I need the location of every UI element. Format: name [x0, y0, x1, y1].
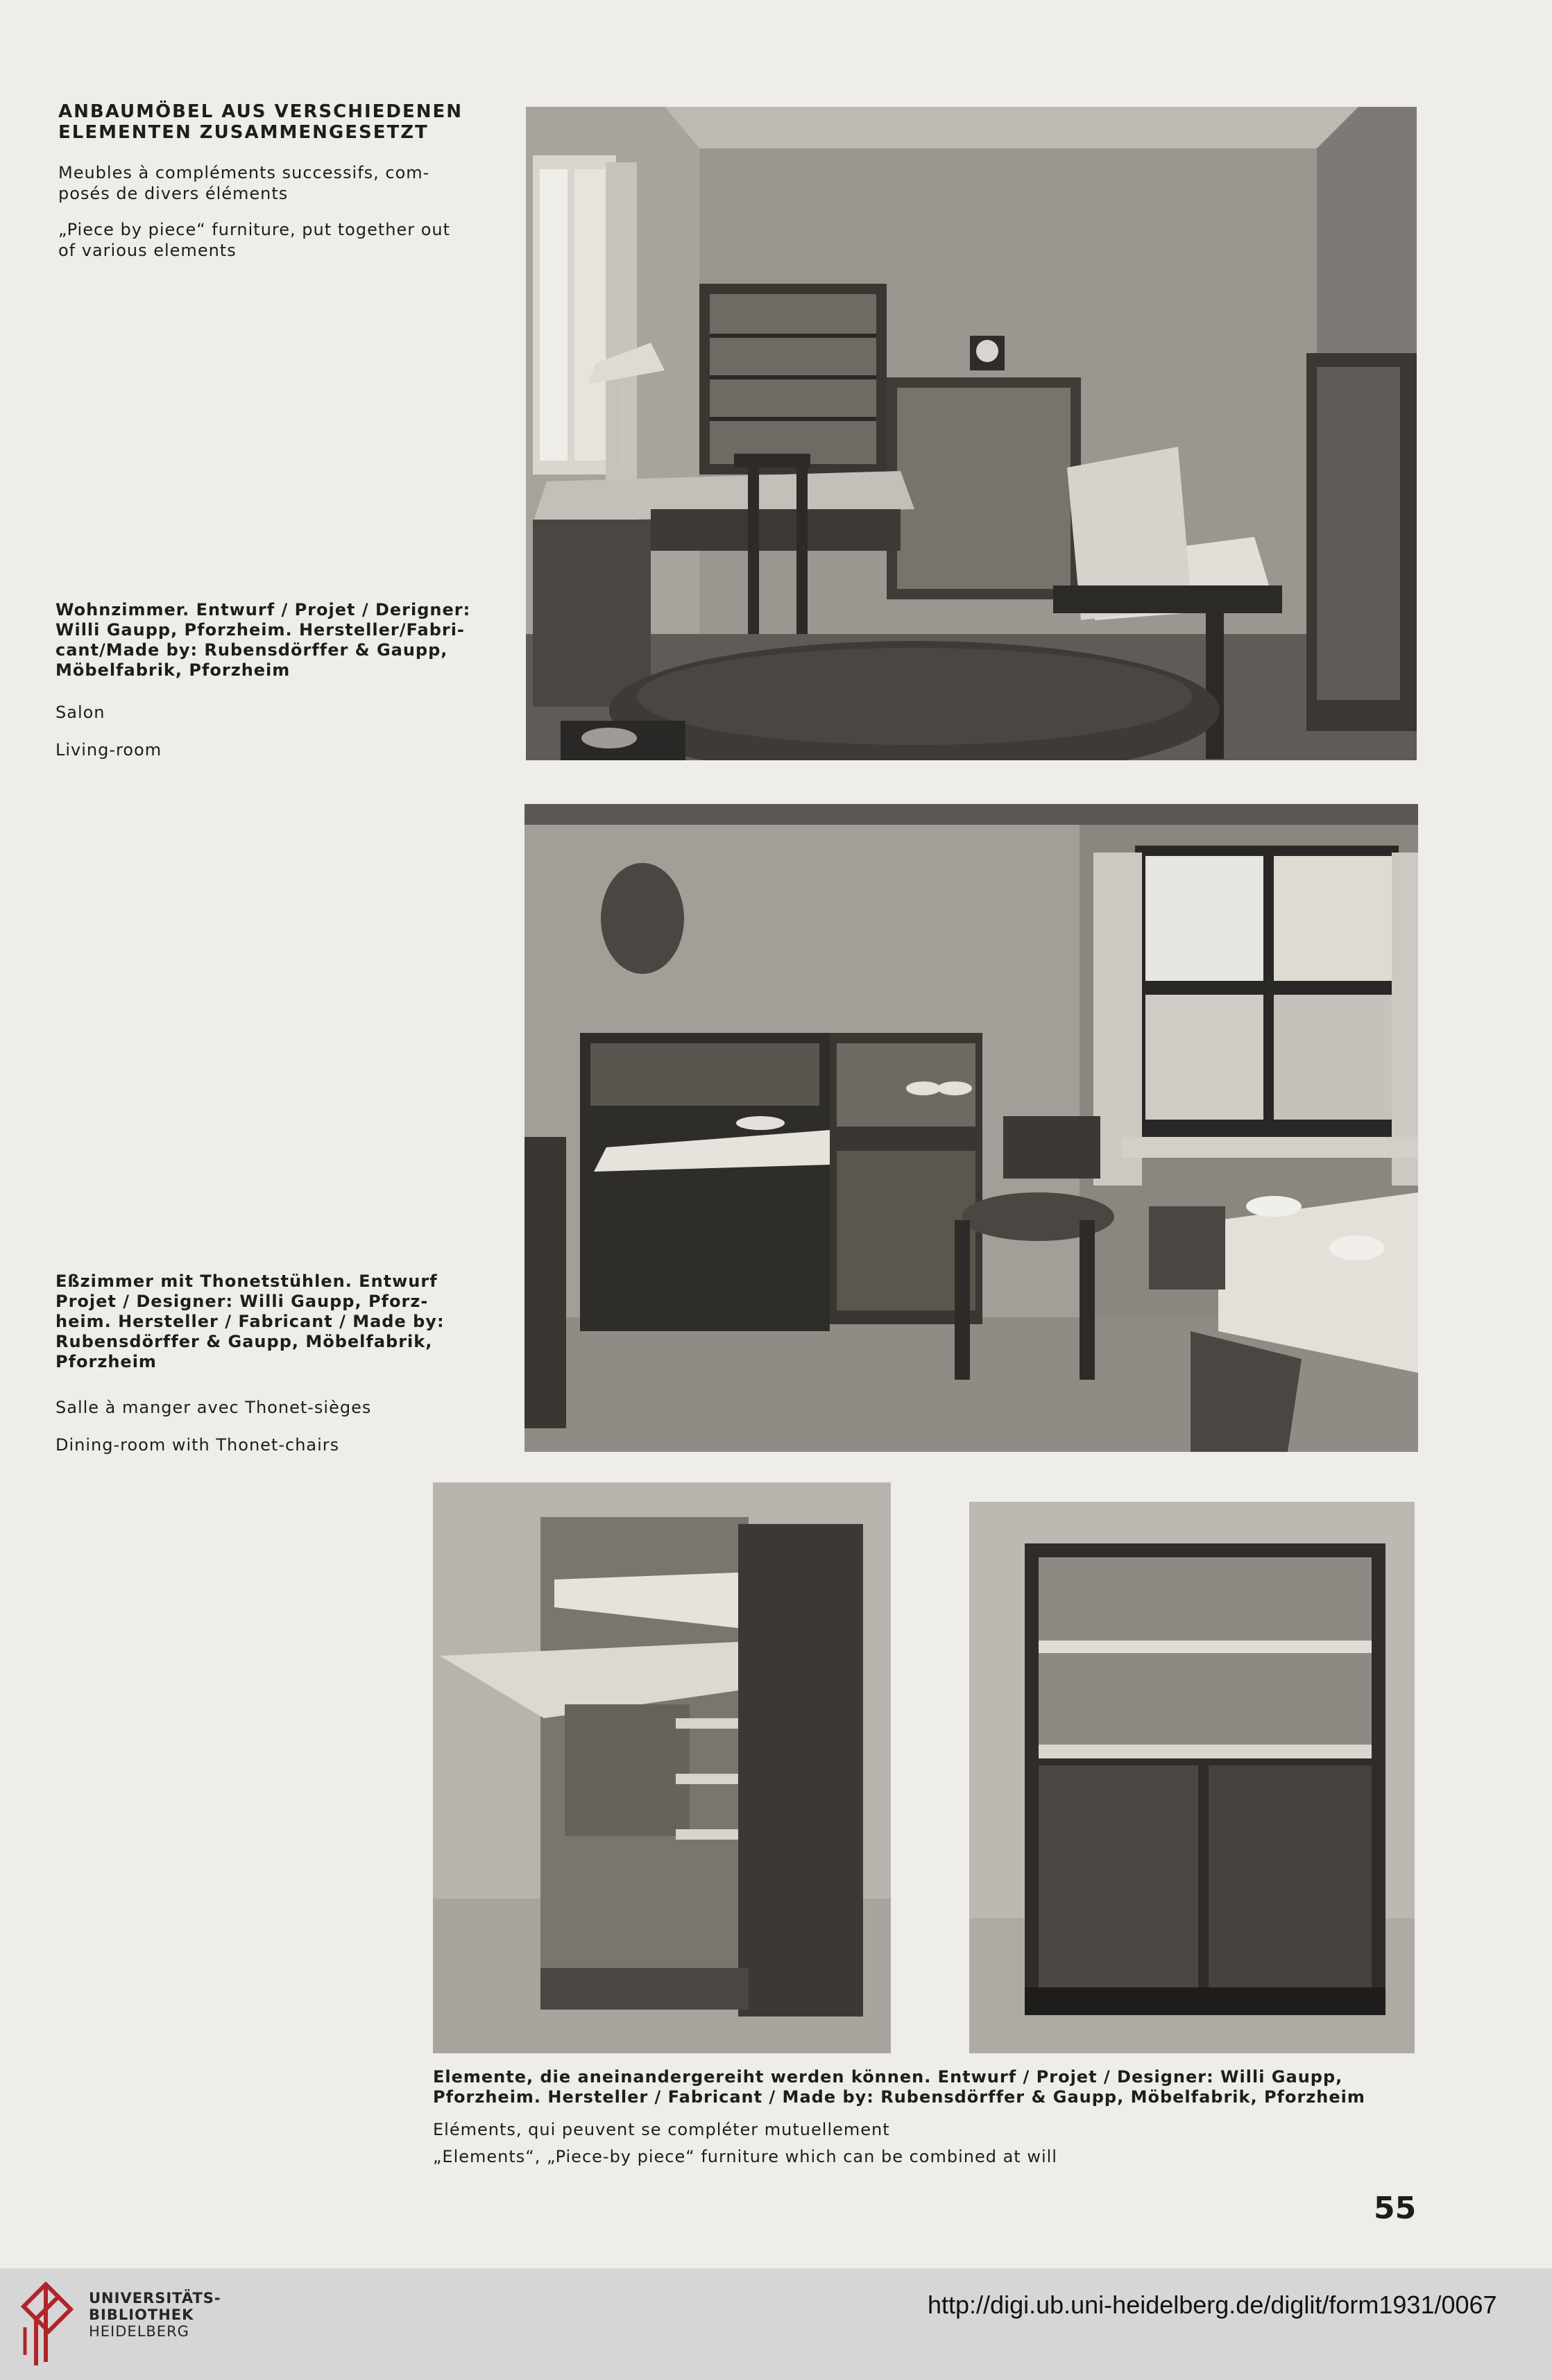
elements-caption-en: „Elements“, „Piece-by piece“ furniture which can be combined at will — [433, 2147, 1057, 2166]
section-subtitle-fr-line1: Meubles à compléments successifs, com- — [58, 163, 430, 182]
living-room-credit-line3: cant/Made by: Rubensdörffer & Gaupp, — [56, 640, 448, 660]
dining-room-caption-en: Dining-room with Thonet-chairs — [56, 1435, 340, 1455]
footer-bar — [0, 2268, 1552, 2380]
dining-room-credit-line2: Projet / Designer: Willi Gaupp, Pforz- — [56, 1292, 429, 1311]
dining-room-credit-line1: Eßzimmer mit Thonetstühlen. Entwurf — [56, 1272, 438, 1291]
elements-caption-fr: Eléments, qui peuvent se compléter mutuellement — [433, 2120, 890, 2139]
dining-room-credit-line4: Rubensdörffer & Gaupp, Möbelfabrik, — [56, 1332, 433, 1351]
library-logo-icon — [18, 2279, 79, 2369]
section-heading-line1: ANBAUMÖBEL AUS VERSCHIEDENEN — [58, 101, 463, 122]
living-room-credit-line4: Möbelfabrik, Pforzheim — [56, 660, 291, 680]
living-room-credit-line1: Wohnzimmer. Entwurf / Projet / Derigner: — [56, 600, 471, 619]
cabinet-element-photo-left — [433, 1482, 891, 2053]
dining-room-photo — [525, 804, 1418, 1452]
source-url-link[interactable]: http://digi.ub.uni-heidelberg.de/diglit/form1931/0067 — [928, 2291, 1497, 2319]
page-number: 55 — [1374, 2191, 1417, 2226]
dining-room-credit-line3: heim. Hersteller / Fabricant / Made by: — [56, 1312, 445, 1331]
section-subtitle-en-line2: of various elements — [58, 241, 237, 260]
library-name-line3: HEIDELBERG — [89, 2323, 189, 2340]
living-room-credit-line2: Willi Gaupp, Pforzheim. Hersteller/Fabri- — [56, 620, 465, 640]
section-subtitle-en-line1: „Piece by piece“ furniture, put together out — [58, 220, 451, 239]
library-name-line1: UNIVERSITÄTS- — [89, 2290, 221, 2306]
dining-room-credit-line5: Pforzheim — [56, 1352, 157, 1371]
elements-credit-line2: Pforzheim. Hersteller / Fabricant / Made by: Rubensdörffer & Gaupp, Möbelfabrik, Pforzheim — [433, 2087, 1365, 2107]
library-name-line2: BIBLIOTHEK — [89, 2306, 194, 2323]
cabinet-element-photo-right — [969, 1502, 1415, 2053]
elements-credit-line1: Elemente, die aneinandergereiht werden können. Entwurf / Projet / Designer: Willi Gaupp, — [433, 2067, 1343, 2087]
living-room-caption-en: Living-room — [56, 740, 162, 760]
section-heading-line2: ELEMENTEN ZUSAMMENGESETZT — [58, 122, 429, 143]
living-room-photo — [526, 107, 1417, 760]
living-room-caption-fr: Salon — [56, 703, 105, 722]
section-subtitle-fr-line2: posés de divers éléments — [58, 184, 289, 203]
dining-room-caption-fr: Salle à manger avec Thonet-sièges — [56, 1398, 372, 1417]
